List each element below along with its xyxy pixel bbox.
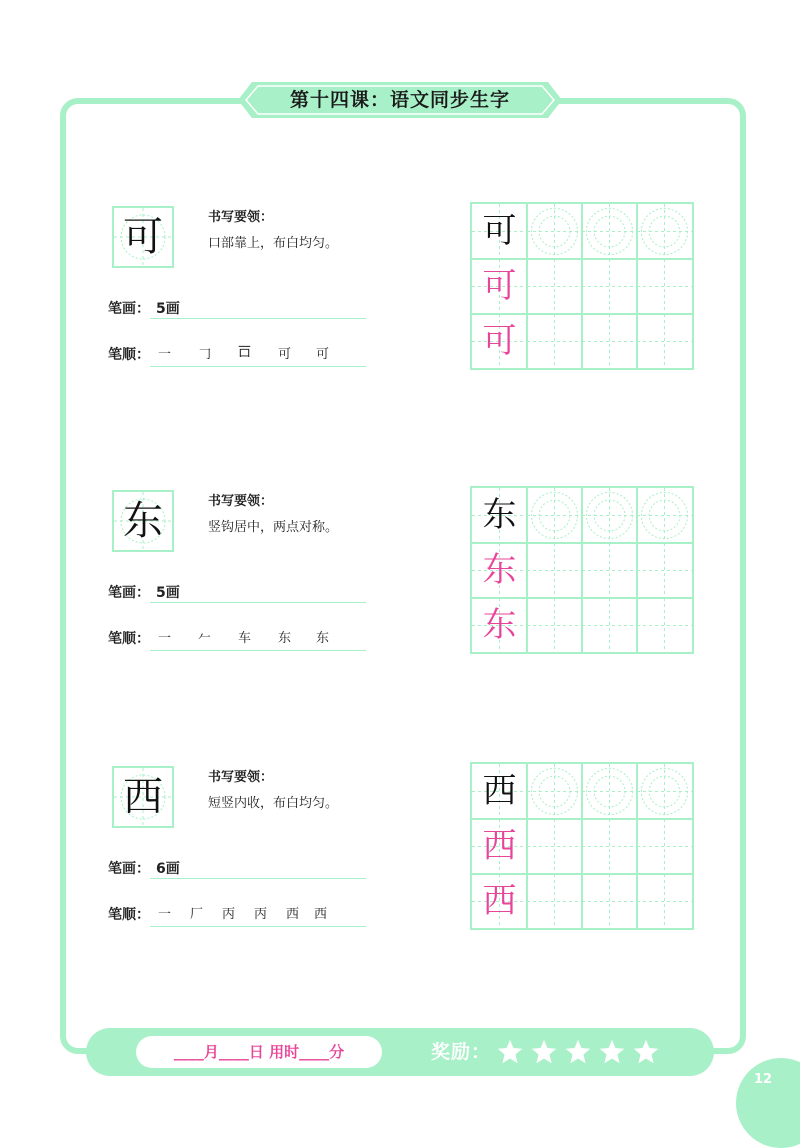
tips-label: 书写要领：	[208, 770, 274, 785]
stroke-step: 𠃌	[198, 347, 212, 362]
grid-model-char: 东	[482, 495, 517, 535]
character: 可	[123, 214, 163, 260]
date-text: ____月____日 用时____分	[173, 1043, 345, 1061]
star-icon[interactable]	[496, 1038, 524, 1066]
tips-text: 短竖内收，布白均匀。	[208, 796, 339, 811]
date-field[interactable]	[136, 1036, 382, 1068]
grid-trace-char: 西	[482, 881, 517, 921]
tips-label: 书写要领：	[208, 210, 274, 225]
stroke-count-value: 6画	[156, 861, 180, 877]
practice-grid[interactable]	[470, 762, 694, 930]
character-block	[0, 490, 800, 670]
underline	[150, 650, 366, 651]
stroke-step: 可	[278, 347, 292, 362]
practice-grid[interactable]	[470, 202, 694, 370]
underline	[150, 366, 366, 367]
stroke-count-label: 笔画：	[108, 301, 150, 317]
star-icon[interactable]	[564, 1038, 592, 1066]
underline	[150, 926, 366, 927]
tips-label: 书写要领：	[208, 494, 274, 509]
grid-model-char: 西	[482, 771, 517, 811]
character-display	[112, 206, 174, 268]
reward-label: 奖励：	[431, 1041, 492, 1063]
stroke-step: 一	[158, 907, 172, 922]
stroke-step: 𠂉	[198, 631, 212, 646]
stroke-count-value: 5画	[156, 301, 180, 317]
character-display	[112, 766, 174, 828]
stroke-order-label: 笔顺：	[108, 907, 150, 923]
stroke-count-value: 5画	[156, 585, 180, 601]
stroke-step: 一	[158, 347, 172, 362]
stroke-order-label: 笔顺：	[108, 631, 150, 647]
page-title: 第十四课：语文同步生字	[289, 89, 510, 111]
title-banner	[238, 82, 562, 118]
character: 东	[123, 498, 163, 544]
star-icon[interactable]	[598, 1038, 626, 1066]
underline	[150, 318, 366, 319]
page-number: 12	[754, 1072, 773, 1087]
stroke-step: 𠮛	[238, 345, 252, 360]
stroke-step: 厂	[190, 907, 204, 922]
stroke-step: 西	[286, 907, 300, 922]
tips-text: 口部靠上，布白均匀。	[208, 236, 339, 251]
stroke-count-label: 笔画：	[108, 585, 150, 601]
grid-model-char: 可	[482, 211, 517, 251]
character-block	[0, 206, 800, 386]
stroke-step: 车	[238, 631, 252, 646]
grid-trace-char: 东	[482, 605, 517, 645]
stroke-step: 西	[314, 907, 328, 922]
grid-trace-char: 东	[482, 550, 517, 590]
stroke-step: 丙	[222, 907, 236, 922]
grid-trace-char: 可	[482, 321, 517, 361]
page-number-badge	[736, 1058, 800, 1148]
underline	[150, 878, 366, 879]
stroke-step: 一	[158, 631, 172, 646]
star-icon[interactable]	[632, 1038, 660, 1066]
grid-trace-char: 西	[482, 826, 517, 866]
stroke-step: 东	[316, 631, 330, 646]
underline	[150, 602, 366, 603]
stroke-step: 丙	[254, 907, 268, 922]
stroke-step: 东	[278, 631, 292, 646]
reward-stars	[496, 1038, 666, 1070]
footer-bar	[86, 1028, 714, 1076]
grid-trace-char: 可	[482, 266, 517, 306]
star-icon[interactable]	[530, 1038, 558, 1066]
character-block	[0, 766, 800, 946]
character-display	[112, 490, 174, 552]
character: 西	[123, 774, 163, 820]
tips-text: 竖钩居中，两点对称。	[208, 520, 339, 535]
stroke-order-label: 笔顺：	[108, 347, 150, 363]
stroke-step: 可	[316, 347, 330, 362]
practice-grid[interactable]	[470, 486, 694, 654]
stroke-count-label: 笔画：	[108, 861, 150, 877]
